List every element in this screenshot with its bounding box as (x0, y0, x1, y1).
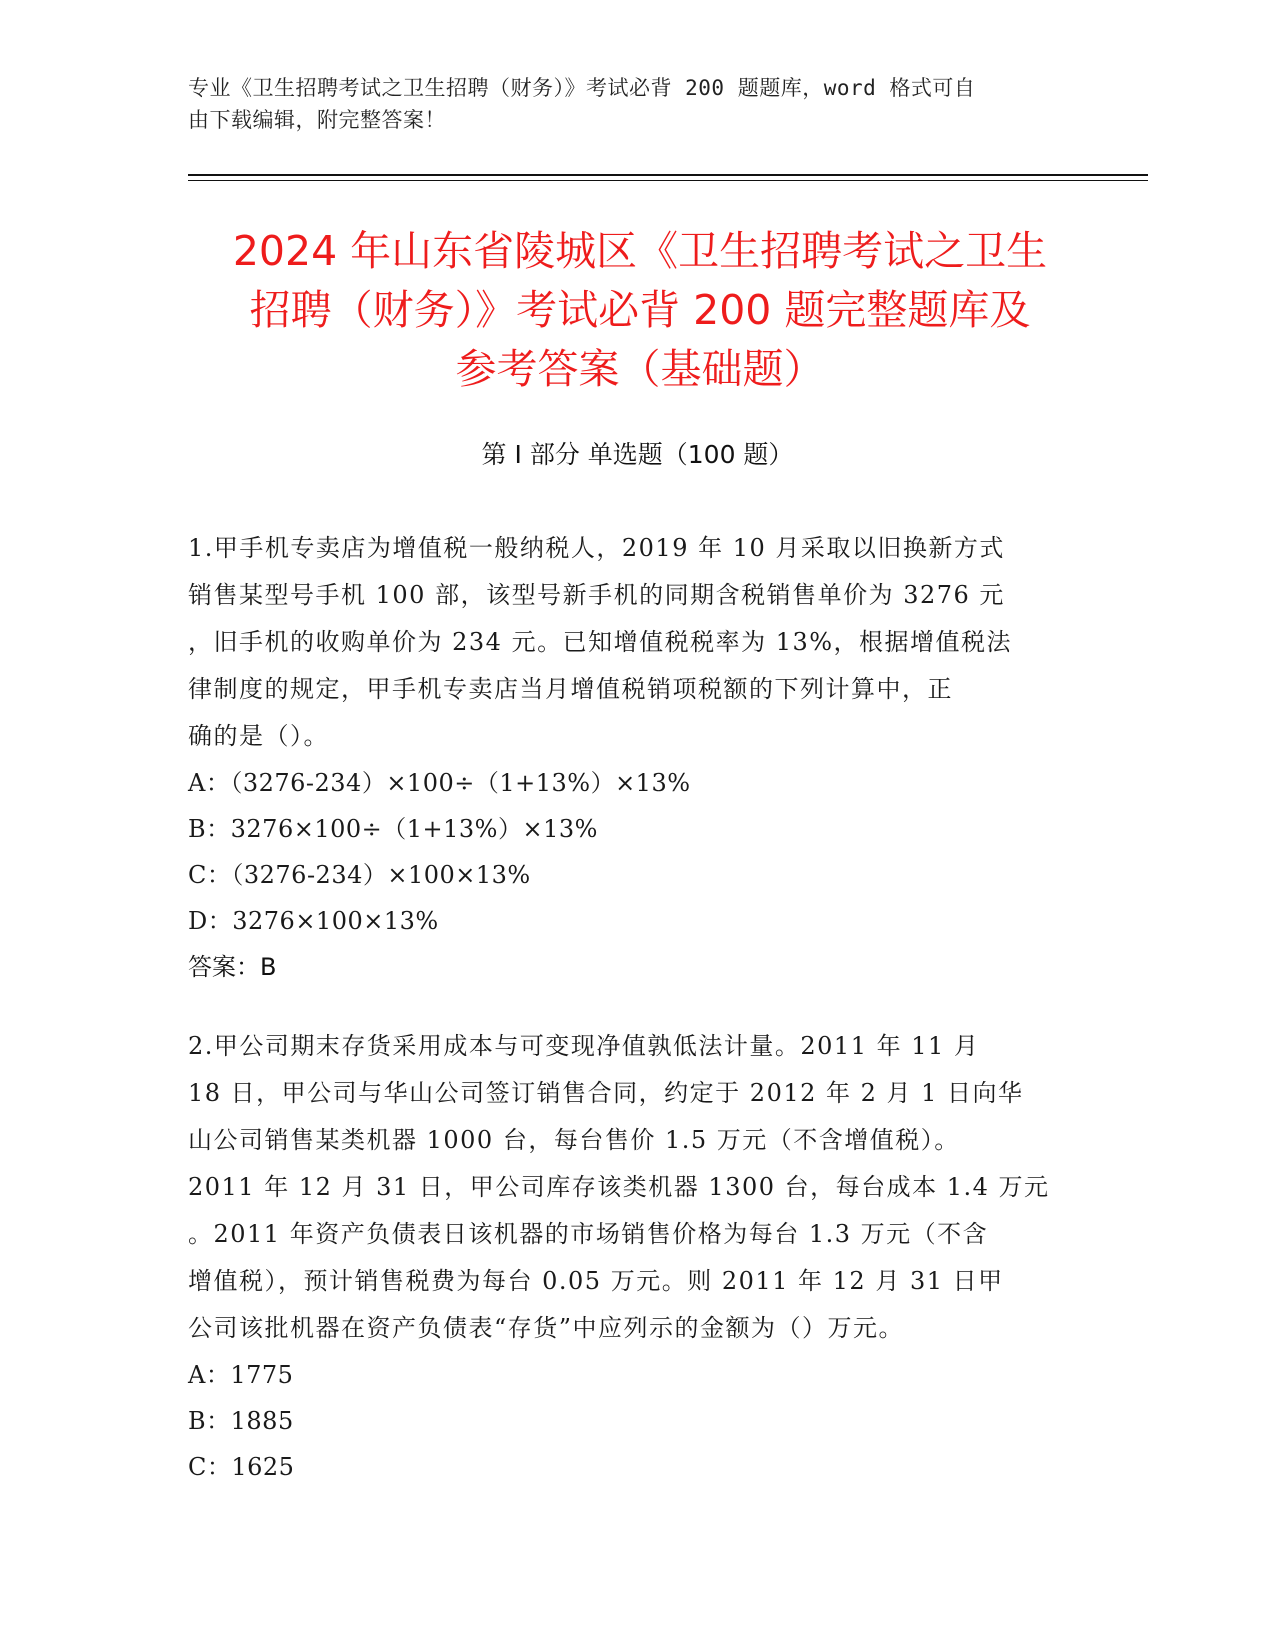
answer: 答案：B (188, 953, 277, 981)
option-a: A：（3276-234）×100÷（1+13%）×13% (188, 769, 691, 797)
stem-line: 销售某型号手机 100 部，该型号新手机的同期含税销售单价为 3276 元 (188, 581, 1005, 609)
stem-line: 确的是（）。 (188, 722, 329, 750)
stem-line: 增值税），预计销售税费为每台 0.05 万元。则 2011 年 12 月 31 日甲 (188, 1267, 1004, 1295)
stem-line: 律制度的规定，甲手机专卖店当月增值税销项税额的下列计算中，正 (188, 675, 953, 703)
stem-line: 2.甲公司期末存货采用成本与可变现净值孰低法计量。2011 年 11 月 (188, 1032, 980, 1060)
option-b: B：3276×100÷（1+13%）×13% (188, 815, 598, 843)
question-2 (188, 1023, 1088, 1490)
title-line: 参考答案（基础题） (455, 345, 825, 393)
stem-line: 2011 年 12 月 31 日，甲公司库存该类机器 1300 台，每台成本 1.4 万元 (188, 1173, 1050, 1201)
header-divider-thin (188, 180, 1148, 181)
option-c: C：（3276-234）×100×13% (188, 861, 531, 889)
option-c: C：1625 (188, 1453, 295, 1481)
header-note (188, 72, 1068, 136)
title-line: 2024 年山东省陵城区《卫生招聘考试之卫生 (232, 227, 1048, 275)
header-note-line: 由下载编辑，附完整答案！ (188, 108, 446, 132)
header-note-line: 专业《卫生招聘考试之卫生招聘（财务）》考试必背 200 题题库，word 格式可自 (188, 76, 976, 100)
question-stem (188, 525, 1088, 760)
question-1 (188, 525, 1088, 990)
stem-line: ，旧手机的收购单价为 234 元。已知增值税税率为 13%，根据增值税法 (188, 628, 1013, 656)
option-a: A：1775 (188, 1361, 294, 1389)
document-title (180, 222, 1100, 399)
header-divider-thick (188, 174, 1148, 176)
stem-line: 。2011 年资产负债表日该机器的市场销售价格为每台 1.3 万元（不含 (188, 1220, 989, 1248)
title-line: 招聘（财务）》考试必背 200 题完整题库及 (249, 286, 1031, 334)
stem-line: 18 日，甲公司与华山公司签订销售合同，约定于 2012 年 2 月 1 日向华 (188, 1079, 1024, 1107)
section-heading: 第 I 部分 单选题（100 题） (481, 440, 794, 469)
option-b: B：1885 (188, 1407, 294, 1435)
stem-line: 山公司销售某类机器 1000 台，每台售价 1.5 万元（不含增值税）。 (188, 1126, 960, 1154)
option-d: D：3276×100×13% (188, 907, 439, 935)
stem-line: 1.甲手机专卖店为增值税一般纳税人，2019 年 10 月采取以旧换新方式 (188, 534, 1005, 562)
question-stem (188, 1023, 1088, 1352)
stem-line: 公司该批机器在资产负债表“存货”中应列示的金额为（）万元。 (188, 1314, 905, 1342)
